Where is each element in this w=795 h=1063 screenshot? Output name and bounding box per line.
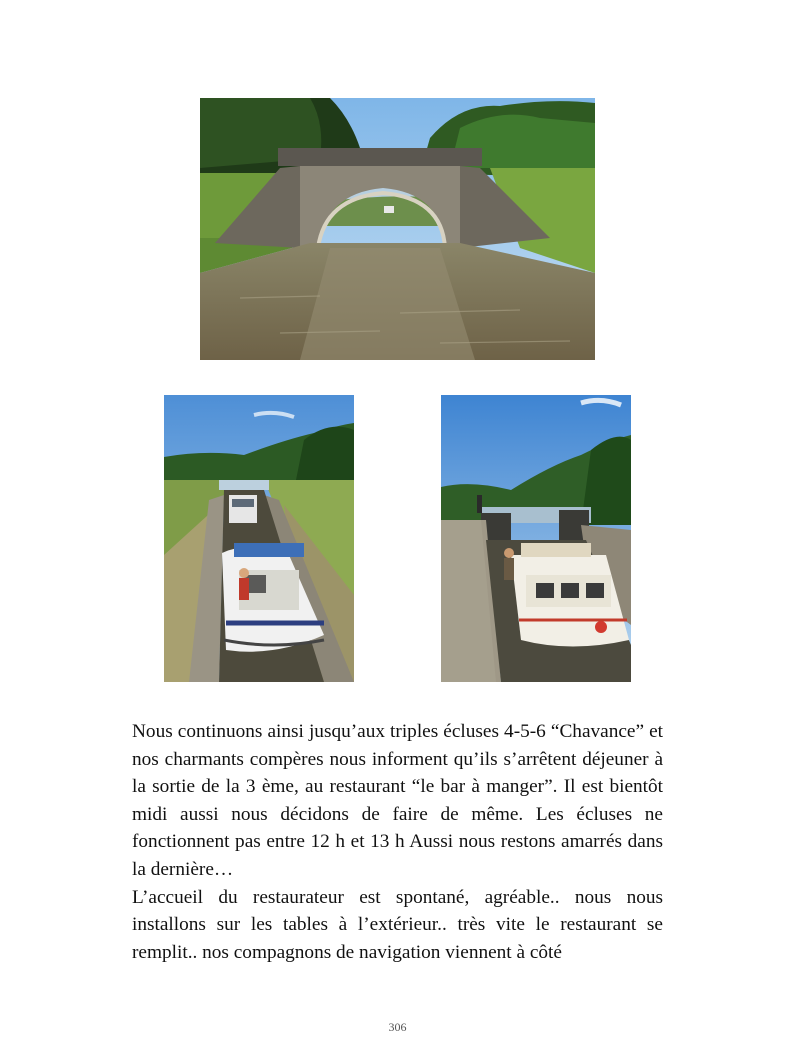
lock-boat-photo-right [441,395,631,682]
lock-boat-photo-left [164,395,354,682]
paragraph: Nous continuons ainsi jusqu’aux triples écluses 4-5-6 “Chavance” et nos charmants compères nous informent qu’ils s’arrêtent déjeuner à la sortie de la 3 ème, au restaurant “le bar à manger”. Il est bientôt midi aussi nous décidons de faire de même. Les écluses ne fonctionnent pas entre 12 h et 13 h Aussi nous restons amarrés dans la dernière… [132,721,663,880]
page-number: 306 [388,1020,407,1034]
body-text [132,718,663,966]
canal-bridge-photo [200,98,595,360]
paragraph: L’accueil du restaurateur est spontané, agréable.. nous nous installons sur les tables à l’extérieur.. très vite le restaurant se remplit.. nos compagnons de navigation viennent à côté [132,886,663,963]
